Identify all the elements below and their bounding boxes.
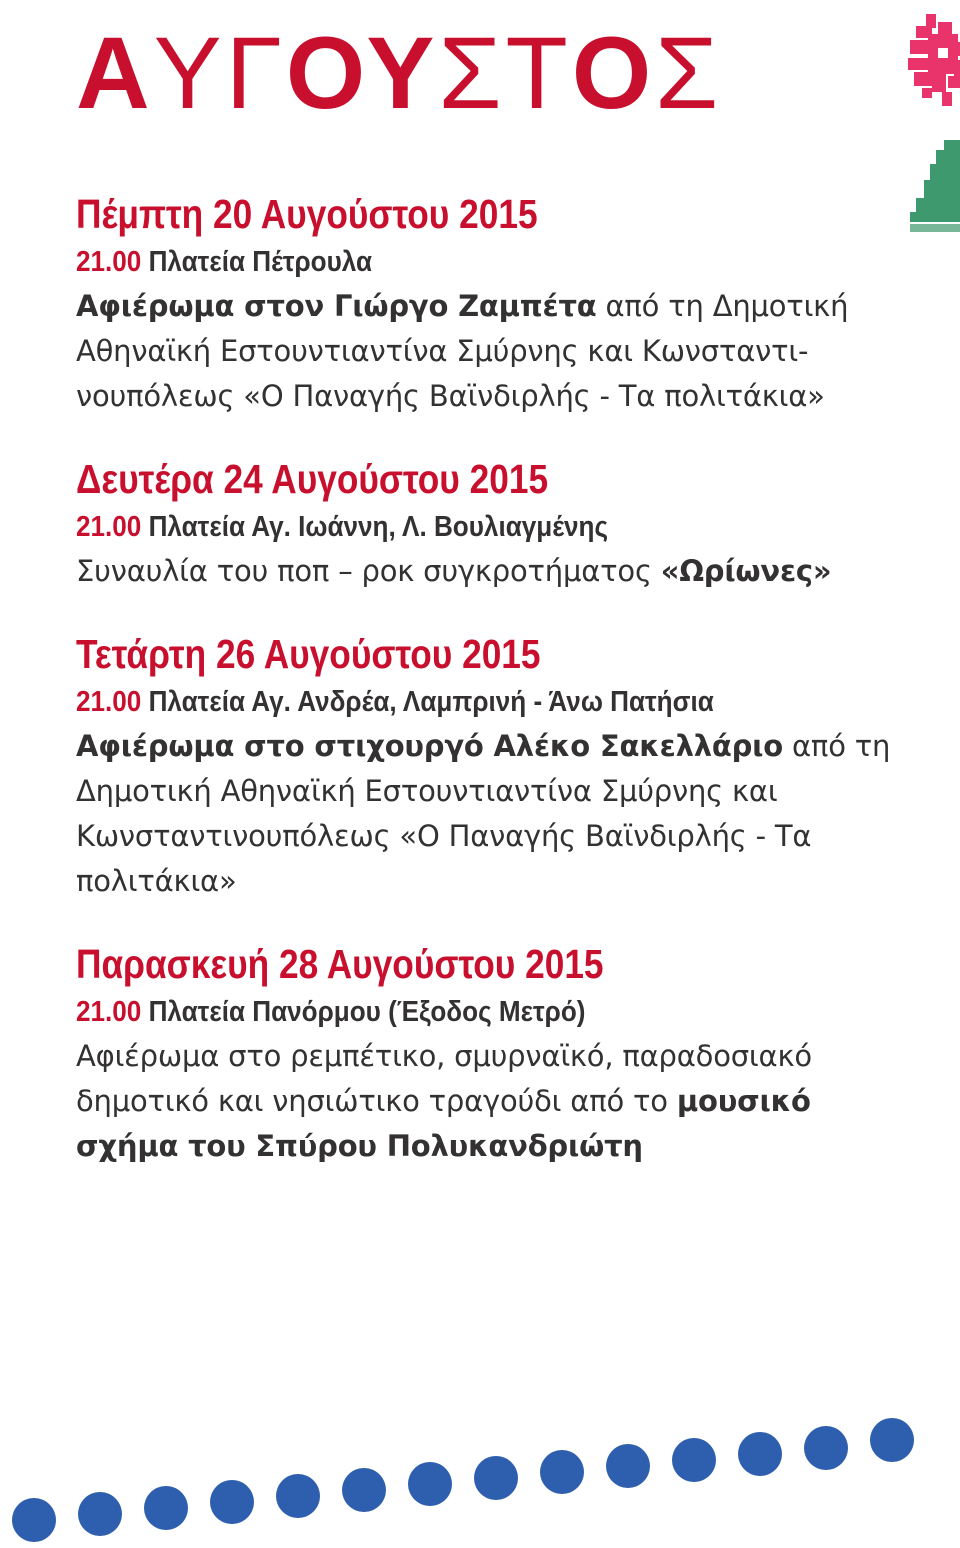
title-letter: Α — [76, 16, 154, 130]
event-item — [76, 188, 906, 419]
title-letter: Σ — [438, 16, 506, 130]
title-letter: Σ — [655, 16, 723, 130]
page-title — [76, 16, 723, 130]
event-time: 21.00 — [76, 246, 142, 278]
description-text: Αφιέρωμα στο ρεμπέτικο, σμυρναϊκό, παραδοσιακό δημοτικό και νησιώτικο τραγούδι από το — [76, 1039, 812, 1118]
event-item — [76, 453, 906, 594]
event-venue — [76, 990, 823, 1034]
event-time: 21.00 — [76, 686, 142, 718]
dot-icon — [474, 1456, 518, 1500]
event-time: 21.00 — [76, 996, 142, 1028]
dot-icon — [870, 1418, 914, 1462]
title-letter: Υ — [153, 16, 226, 130]
event-description — [76, 724, 906, 904]
dot-icon — [606, 1444, 650, 1488]
dot-icon — [12, 1498, 56, 1542]
bell-icon — [910, 140, 960, 235]
dot-icon — [804, 1426, 848, 1470]
event-date: Πέμπτη 20 Αυγούστου 2015 — [76, 191, 538, 237]
description-highlight: «Ωρίωνες» — [660, 554, 832, 588]
dot-icon — [276, 1474, 320, 1518]
event-venue-name: Πλατεία Πανόρμου (Έξοδος Μετρό) — [148, 996, 586, 1028]
events-list — [76, 188, 906, 1203]
event-venue-name: Πλατεία Αγ. Ανδρέα, Λαμπρινή - Άνω Πατήσια — [148, 686, 714, 718]
dot-icon — [540, 1450, 584, 1494]
dot-icon — [408, 1462, 452, 1506]
event-venue-name: Πλατεία Πέτρουλα — [148, 246, 373, 278]
event-date: Παρασκευή 28 Αυγούστου 2015 — [76, 941, 604, 987]
event-venue — [76, 240, 823, 284]
event-time: 21.00 — [76, 511, 142, 543]
title-letter: Τ — [505, 16, 572, 130]
dot-icon — [342, 1468, 386, 1512]
title-letter: Ο — [571, 16, 656, 130]
description-text: Συναυλία του ποπ – ροκ συγκροτήματος — [76, 554, 661, 588]
event-item — [76, 938, 906, 1169]
event-date: Δευτέρα 24 Αυγούστου 2015 — [76, 456, 549, 502]
title-letter: Γ — [225, 16, 286, 130]
event-description — [76, 284, 906, 419]
description-highlight: Αφιέρωμα στο στιχουργό Αλέκο Σακελλάριο — [76, 729, 783, 763]
event-description — [76, 549, 906, 594]
event-venue — [76, 680, 823, 724]
event-venue — [76, 505, 823, 549]
description-highlight: Αφιέρωμα στον Γιώργο Ζαμπέτα — [76, 289, 597, 323]
dot-icon — [672, 1438, 716, 1482]
dot-icon — [144, 1486, 188, 1530]
title-letter: Υ — [366, 16, 439, 130]
flower-icon — [908, 14, 960, 124]
description-highlight: μουσικό σχήμα του Σπύρου Πολυκανδριώτη — [76, 1084, 811, 1163]
dot-icon — [78, 1492, 122, 1536]
dot-icon — [738, 1432, 782, 1476]
description-text: από τη Δημοτική Αθηναϊκή Εστουντιαντίνα Σμύρνης και Κωνσταντινουπόλεως «Ο Παναγής Βαϊνδιρλής - Τα πολιτάκια» — [76, 729, 891, 898]
event-item — [76, 628, 906, 904]
description-text: από τη Δημοτική Αθηναϊκή Εστουντιαντίνα Σμύρνης και Κωνσταντι-νουπόλεως «Ο Παναγής Βαϊνδιρλής - Τα πολιτάκια» — [76, 289, 849, 413]
decorative-dots — [0, 1400, 960, 1548]
event-date: Τετάρτη 26 Αυγούστου 2015 — [76, 631, 541, 677]
event-description — [76, 1034, 906, 1169]
title-letter: Ο — [285, 16, 367, 130]
event-venue-name: Πλατεία Αγ. Ιωάννη, Λ. Βουλιαγμένης — [148, 511, 609, 543]
dot-icon — [210, 1480, 254, 1524]
